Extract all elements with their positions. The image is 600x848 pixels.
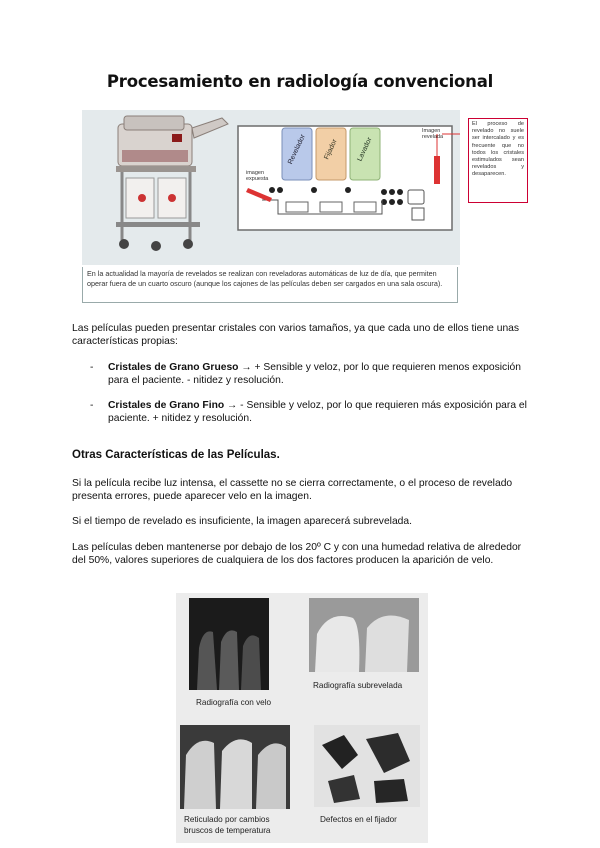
xray-velo-image: [189, 598, 269, 690]
tank-lavador: [350, 128, 380, 180]
xray-subrevelada-image: [309, 598, 419, 672]
section-heading: Otras Características de las Películas.: [72, 449, 280, 461]
tank-fijador-label: Fijador: [323, 138, 339, 161]
list-item-text: [108, 361, 535, 387]
caption-reticulado: Reticulado por cambios bruscos de temperatura: [184, 815, 271, 835]
tank-lavador-label: Lavador: [356, 136, 374, 163]
xray-subrevelada-teeth: [309, 598, 419, 672]
list-item-term: Cristales de Grano Grueso: [108, 362, 239, 373]
processor-illustration: [82, 110, 460, 265]
caption-fijador: Defectos en el fijador: [320, 815, 397, 824]
xray-reticulado-image: [180, 725, 290, 809]
label-output-film: Imagen revelada: [422, 128, 444, 140]
list-dash: -: [90, 400, 94, 411]
list-dash: -: [90, 362, 94, 373]
list-item-text: [108, 399, 535, 425]
caption-subrevelada: Radiografía subrevelada: [313, 681, 403, 690]
paragraph-subrevelada: Si el tiempo de revelado es insuficiente, la imagen aparecerá subrevelada.: [72, 516, 412, 527]
xray-fijador-image: [314, 725, 420, 807]
xray-reticulado-teeth: [180, 725, 290, 809]
page-title: Procesamiento en radiología convencional: [106, 72, 494, 91]
processor-figure: [82, 110, 460, 265]
revelado-note-box: El proceso de revelado no suele ser intercalado y es frecuente que no todos los cristales estimulados sean revelados y desaparecen.: [468, 118, 528, 203]
list-item-description: → + Sensible y veloz, por lo que requieren menos exposición para el paciente. - nitidez y resolución.: [108, 362, 521, 386]
intro-paragraph: Las películas pueden presentar cristales con varios tamaños, ya que cada uno de ellos tiene unas características propias:: [72, 323, 520, 347]
processor-caption: En la actualidad la mayoría de revelados se realizan con reveladoras automáticas de luz de día, que permiten operar fuera de un cuarto oscuro (aunque los cajones de las películas deben ser cargados en una sala oscura).: [82, 267, 458, 303]
paragraph-temperatura: Las películas deben mantenerse por debajo de los 20º C y con una humedad relativa de alrededor del 50%, valores superiores de cualquiera de los dos factores producen la aparición de velo.: [72, 542, 522, 566]
list-item-description: → - Sensible y veloz, por lo que requieren más exposición para el paciente. + nitidez y resolución.: [108, 400, 527, 424]
paragraph-velo: Si la película recibe luz intensa, el cassette no se cierra correctamente, o el proceso de revelado presenta errores, puede aparecer velo en la imagen.: [72, 478, 513, 502]
caption-velo: Radiografía con velo: [196, 698, 272, 707]
xray-fijador-teeth: [314, 725, 420, 807]
list-item-grano-grueso: [90, 361, 535, 387]
list-item-grano-fino: [90, 399, 535, 425]
list-item-term: Cristales de Grano Fino: [108, 400, 225, 411]
label-input-film: imagen expuesta: [246, 170, 269, 182]
xray-velo-teeth: [189, 598, 269, 690]
tank-revelador-label: Revelador: [287, 133, 307, 166]
tank-fijador: [316, 128, 346, 180]
tank-revelador: [282, 128, 312, 180]
